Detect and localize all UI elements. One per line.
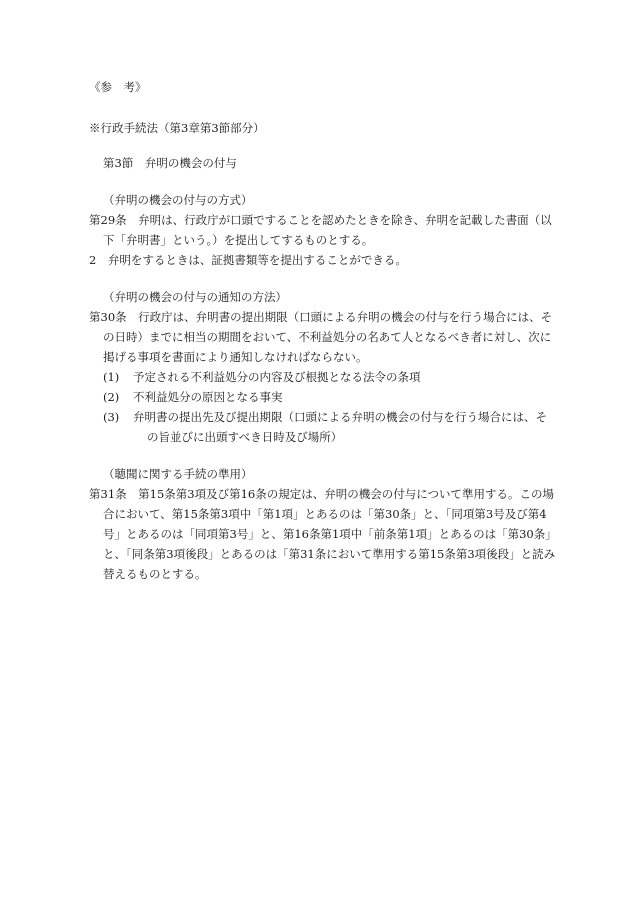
article-30-line-3: 掲げる事項を書面により通知しなければならない。 [103, 350, 368, 364]
article-31-line-1: 第31条 第15条第3項及び第16条の規定は、弁明の機会の付与について準用する。この場 [89, 487, 554, 501]
article-31-line-3: 号」とあるのは「同項第3号」と、第16条第1項中「前条第1項」とあるのは「第30条」 [103, 527, 557, 541]
law-title: ※行政手続法（第3章第3節部分） [89, 121, 265, 135]
article-29-paragraph-2: 2 弁明をするときは、証拠書類等を提出することができる。 [89, 253, 407, 267]
article-30-item-3-number: (3) [103, 410, 120, 424]
article-30-item-1-text: 予定される不利益処分の内容及び根拠となる法令の条項 [133, 370, 421, 384]
article-30-line-2: の日時）までに相当の期間をおいて、不利益処分の名あて人となるべき者に対し、次に [103, 330, 552, 344]
article-29-line-1: 第29条 弁明は、行政庁が口頭ですることを認めたときを除き、弁明を記載した書面（以 [89, 213, 552, 227]
article-31-line-4: と、「同条第3項後段」とあるのは「第31条において準用する第15条第3項後段」と読み [103, 547, 556, 561]
article-29-caption: （弁明の機会の付与の方式） [103, 193, 253, 207]
article-31-line-5: 替えるものとする。 [103, 567, 207, 581]
article-30-line-1: 第30条 行政庁は、弁明書の提出期限（口頭による弁明の機会の付与を行う場合には、そ [89, 310, 553, 324]
article-30-item-1-number: (1) [103, 370, 120, 384]
reference-heading: 《参 考》 [89, 80, 147, 94]
article-29-line-2: 下「弁明書」という。）を提出してするものとする。 [103, 233, 374, 247]
article-30-item-3-text: 弁明書の提出先及び提出期限（口頭による弁明の機会の付与を行う場合には、そ [133, 410, 547, 424]
article-30-item-2-number: (2) [103, 390, 120, 404]
article-30-item-2-text: 不利益処分の原因となる事実 [133, 390, 283, 404]
article-31-caption: （聴聞に関する手続の準用） [103, 467, 253, 481]
article-30-caption: （弁明の機会の付与の通知の方法） [103, 290, 287, 304]
article-31-line-2: 合において、第15条第3項中「第1項」とあるのは「第30条」と、「同項第3号及び第4 [103, 507, 547, 521]
section-title: 第3節 弁明の機会の付与 [103, 156, 237, 170]
article-30-item-3-continuation: の旨並びに出頭すべき日時及び場所） [147, 430, 343, 444]
